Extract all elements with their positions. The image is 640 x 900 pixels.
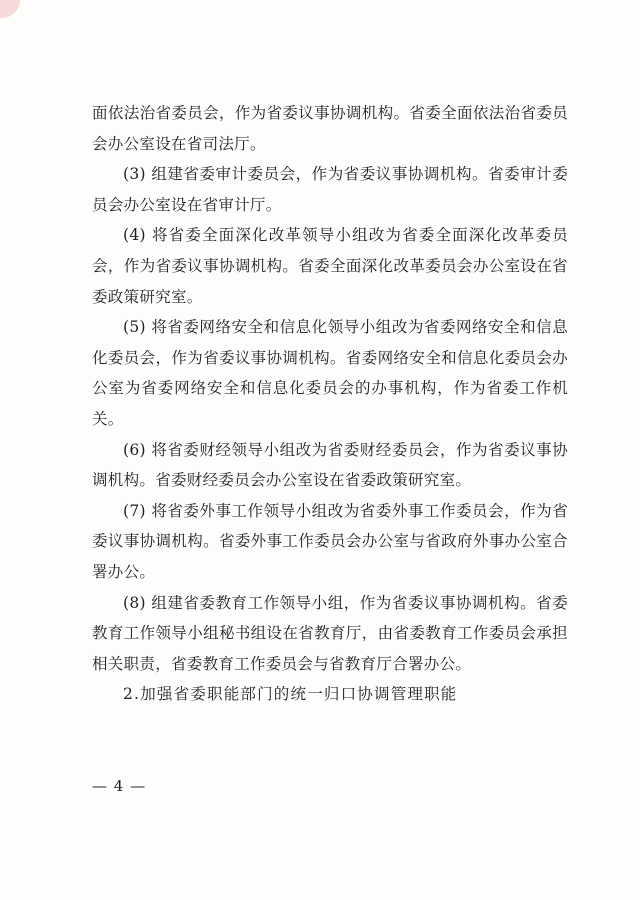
document-body bbox=[92, 98, 568, 710]
paragraph-item-8: (8) 组建省委教育工作领导小组，作为省委议事协调机构。省委教育工作领导小组秘书组设在省教育厅，由省委教育工作委员会承担相关职责，省委教育工作委员会与省教育厅合署办公。 bbox=[92, 593, 568, 673]
paragraph-continued: 面依法治省委员会，作为省委议事协调机构。省委全面依法治省委员会办公室设在省司法厅。 bbox=[92, 104, 568, 153]
corner-stamp-mark bbox=[0, 0, 20, 18]
paragraph-item-5: (5) 将省委网络安全和信息化领导小组改为省委网络安全和信息化委员会，作为省委议事协调机构。省委网络安全和信息化委员会办公室为省委网络安全和信息化委员会的办事机构，作为省委工作机关。 bbox=[92, 318, 568, 428]
section-heading: 2.加强省委职能部门的统一归口协调管理职能 bbox=[123, 685, 458, 704]
page-number: — 4 — bbox=[92, 777, 147, 795]
paragraph-item-3: (3) 组建省委审计委员会，作为省委议事协调机构。省委审计委员会办公室设在省审计厅。 bbox=[92, 165, 568, 214]
paragraph-item-4: (4) 将省委全面深化改革领导小组改为省委全面深化改革委员会，作为省委议事协调机构。省委全面深化改革委员会办公室设在省委政策研究室。 bbox=[92, 226, 568, 306]
paragraph-item-7: (7) 将省委外事工作领导小组改为省委外事工作委员会，作为省委议事协调机构。省委外事工作委员会办公室与省政府外事办公室合署办公。 bbox=[92, 501, 568, 581]
paragraph-item-6: (6) 将省委财经领导小组改为省委财经委员会，作为省委议事协调机构。省委财经委员会办公室设在省委政策研究室。 bbox=[92, 440, 568, 490]
